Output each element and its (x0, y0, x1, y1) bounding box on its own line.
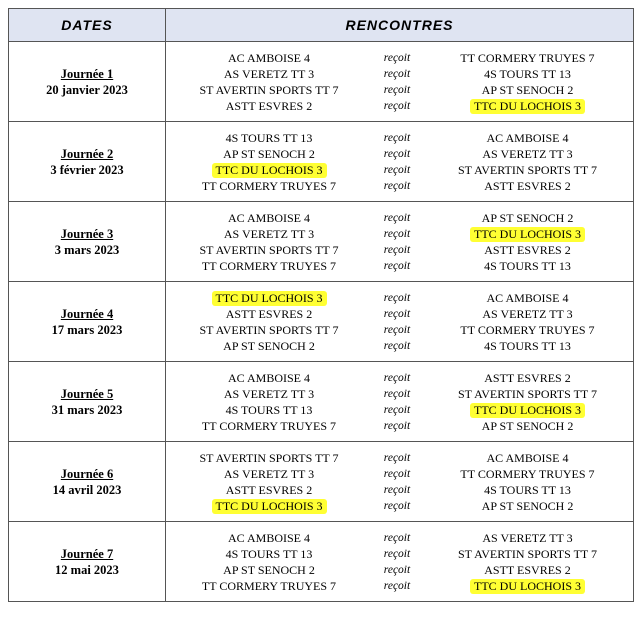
round-name: Journée 1 (60, 66, 114, 81)
away-team: AC AMBOISE 4 (486, 450, 569, 465)
match-verb-cell (372, 404, 422, 416)
away-team: TT CORMERY TRUYES 7 (460, 466, 595, 481)
match-row (166, 130, 633, 146)
round-name: Journée 4 (60, 306, 114, 321)
match-verb-cell (372, 532, 422, 544)
home-team: AP ST SENOCH 2 (223, 562, 315, 577)
match-verb-cell (372, 420, 422, 432)
match-verb: reçoit (383, 468, 411, 480)
home-team-cell (166, 467, 372, 482)
match-verb: reçoit (383, 132, 411, 144)
home-team-cell (166, 451, 372, 466)
away-team: ST AVERTIN SPORTS TT 7 (457, 386, 598, 401)
home-team: 4S TOURS TT 13 (225, 130, 313, 145)
away-team: 4S TOURS TT 13 (484, 258, 571, 273)
match-verb-cell (372, 100, 422, 112)
round-row (9, 42, 634, 122)
match-verb: reçoit (383, 388, 411, 400)
away-team: TTC DU LOCHOIS 3 (470, 227, 585, 242)
home-team-cell (166, 419, 372, 434)
away-team-cell (422, 227, 633, 242)
round-name: Journée 7 (60, 546, 114, 561)
header-row (9, 9, 634, 42)
away-team: ASTT ESVRES 2 (484, 178, 571, 193)
away-team: TT CORMERY TRUYES 7 (460, 322, 595, 337)
match-row (166, 482, 633, 498)
home-team: ASTT ESVRES 2 (225, 482, 313, 497)
match-verb-cell (372, 68, 422, 80)
home-team-cell (166, 291, 372, 306)
round-date: 3 février 2023 (50, 162, 124, 177)
home-team: TT CORMERY TRUYES 7 (201, 258, 337, 273)
away-team: AS VERETZ TT 3 (482, 306, 573, 321)
match-row (166, 66, 633, 82)
home-team: AS VERETZ TT 3 (223, 386, 315, 401)
match-verb-cell (372, 388, 422, 400)
round-matches-cell (166, 42, 634, 122)
match-row (166, 258, 633, 274)
away-team: AP ST SENOCH 2 (481, 418, 574, 433)
round-row (9, 122, 634, 202)
round-date-cell (9, 122, 166, 202)
match-verb: reçoit (383, 260, 411, 272)
home-team-cell (166, 179, 372, 194)
home-team: 4S TOURS TT 13 (225, 546, 313, 561)
home-team: TTC DU LOCHOIS 3 (212, 499, 327, 514)
match-verb-cell (372, 452, 422, 464)
away-team: AP ST SENOCH 2 (481, 82, 574, 97)
away-team-cell (422, 419, 633, 434)
schedule-table (8, 8, 634, 602)
away-team: TTC DU LOCHOIS 3 (470, 403, 585, 418)
away-team: AP ST SENOCH 2 (481, 210, 574, 225)
home-team-cell (166, 99, 372, 114)
match-row (166, 162, 633, 178)
home-team-cell (166, 387, 372, 402)
match-row (166, 210, 633, 226)
away-team: 4S TOURS TT 13 (484, 338, 571, 353)
home-team-cell (166, 403, 372, 418)
match-row (166, 546, 633, 562)
away-team-cell (422, 499, 633, 514)
round-date-cell (9, 442, 166, 522)
match-verb-cell (372, 500, 422, 512)
match-verb-cell (372, 164, 422, 176)
away-team-cell (422, 403, 633, 418)
away-team-cell (422, 339, 633, 354)
away-team: TTC DU LOCHOIS 3 (470, 99, 585, 114)
away-team: AS VERETZ TT 3 (482, 530, 573, 545)
match-verb: reçoit (383, 372, 411, 384)
home-team: ASTT ESVRES 2 (225, 306, 313, 321)
match-verb-cell (372, 244, 422, 256)
away-team: TTC DU LOCHOIS 3 (470, 579, 585, 594)
match-verb: reçoit (383, 404, 411, 416)
match-verb-cell (372, 484, 422, 496)
round-matches-cell (166, 202, 634, 282)
round-row (9, 362, 634, 442)
match-verb-cell (372, 228, 422, 240)
away-team-cell (422, 531, 633, 546)
away-team-cell (422, 51, 633, 66)
rounds-body (9, 42, 634, 602)
away-team-cell (422, 467, 633, 482)
home-team: ST AVERTIN SPORTS TT 7 (199, 82, 339, 97)
home-team: TT CORMERY TRUYES 7 (201, 578, 337, 593)
home-team: TT CORMERY TRUYES 7 (201, 178, 337, 193)
match-verb-cell (372, 340, 422, 352)
away-team-cell (422, 211, 633, 226)
away-team-cell (422, 147, 633, 162)
away-team-cell (422, 67, 633, 82)
match-row (166, 402, 633, 418)
match-verb: reçoit (383, 580, 411, 592)
match-verb-cell (372, 132, 422, 144)
round-row (9, 442, 634, 522)
home-team: AS VERETZ TT 3 (223, 466, 315, 481)
round-date-cell (9, 522, 166, 602)
home-team-cell (166, 483, 372, 498)
away-team: 4S TOURS TT 13 (484, 66, 571, 81)
match-verb: reçoit (383, 52, 411, 64)
match-verb-cell (372, 580, 422, 592)
home-team-cell (166, 227, 372, 242)
match-verb: reçoit (383, 212, 411, 224)
match-verb: reçoit (383, 100, 411, 112)
away-team-cell (422, 387, 633, 402)
home-team-cell (166, 83, 372, 98)
match-row (166, 386, 633, 402)
match-verb: reçoit (383, 244, 411, 256)
home-team-cell (166, 563, 372, 578)
away-team-cell (422, 307, 633, 322)
away-team: AP ST SENOCH 2 (481, 498, 574, 513)
home-team: ST AVERTIN SPORTS TT 7 (199, 450, 339, 465)
round-date-cell (9, 42, 166, 122)
home-team-cell (166, 307, 372, 322)
round-date: 17 mars 2023 (51, 322, 123, 337)
match-verb-cell (372, 372, 422, 384)
home-team-cell (166, 499, 372, 514)
home-team: AP ST SENOCH 2 (223, 146, 315, 161)
match-verb-cell (372, 52, 422, 64)
match-verb: reçoit (383, 148, 411, 160)
away-team-cell (422, 291, 633, 306)
match-verb: reçoit (383, 180, 411, 192)
home-team-cell (166, 547, 372, 562)
home-team: TTC DU LOCHOIS 3 (212, 163, 327, 178)
away-team: AS VERETZ TT 3 (482, 146, 573, 161)
away-team: ASTT ESVRES 2 (484, 562, 571, 577)
round-date: 31 mars 2023 (51, 402, 123, 417)
away-team: 4S TOURS TT 13 (484, 482, 571, 497)
round-date: 20 janvier 2023 (46, 82, 128, 97)
match-verb: reçoit (383, 324, 411, 336)
round-date-cell (9, 282, 166, 362)
round-date: 12 mai 2023 (55, 562, 119, 577)
match-row (166, 498, 633, 514)
home-team: AC AMBOISE 4 (227, 370, 310, 385)
home-team: TTC DU LOCHOIS 3 (212, 291, 327, 306)
away-team: TT CORMERY TRUYES 7 (460, 50, 595, 65)
round-date: 3 mars 2023 (54, 242, 120, 257)
round-matches-cell (166, 122, 634, 202)
home-team-cell (166, 243, 372, 258)
home-team-cell (166, 51, 372, 66)
match-verb: reçoit (383, 484, 411, 496)
match-verb-cell (372, 180, 422, 192)
home-team-cell (166, 147, 372, 162)
home-team: AP ST SENOCH 2 (223, 338, 315, 353)
away-team: ST AVERTIN SPORTS TT 7 (457, 162, 598, 177)
match-verb: reçoit (383, 84, 411, 96)
match-verb: reçoit (383, 228, 411, 240)
away-team-cell (422, 243, 633, 258)
home-team-cell (166, 131, 372, 146)
match-verb: reçoit (383, 340, 411, 352)
away-team-cell (422, 371, 633, 386)
match-verb-cell (372, 260, 422, 272)
match-verb: reçoit (383, 532, 411, 544)
home-team: ST AVERTIN SPORTS TT 7 (199, 322, 339, 337)
match-row (166, 146, 633, 162)
match-verb-cell (372, 308, 422, 320)
home-team: TT CORMERY TRUYES 7 (201, 418, 337, 433)
away-team-cell (422, 451, 633, 466)
match-verb: reçoit (383, 564, 411, 576)
home-team-cell (166, 531, 372, 546)
round-matches-cell (166, 282, 634, 362)
round-date-cell (9, 202, 166, 282)
match-row (166, 370, 633, 386)
match-row (166, 242, 633, 258)
home-team-cell (166, 211, 372, 226)
away-team-cell (422, 259, 633, 274)
match-row (166, 98, 633, 114)
away-team-cell (422, 99, 633, 114)
home-team: AS VERETZ TT 3 (223, 226, 315, 241)
home-team-cell (166, 259, 372, 274)
home-team: ASTT ESVRES 2 (225, 98, 313, 113)
header-rencontres: RENCONTRES (166, 9, 634, 42)
header-dates: DATES (9, 9, 166, 42)
match-row (166, 226, 633, 242)
away-team-cell (422, 83, 633, 98)
match-row (166, 322, 633, 338)
match-row (166, 562, 633, 578)
away-team: ASTT ESVRES 2 (484, 370, 571, 385)
match-row (166, 82, 633, 98)
match-verb: reçoit (383, 164, 411, 176)
away-team-cell (422, 547, 633, 562)
round-row (9, 202, 634, 282)
match-verb: reçoit (383, 68, 411, 80)
away-team-cell (422, 179, 633, 194)
home-team: AC AMBOISE 4 (227, 210, 310, 225)
home-team-cell (166, 67, 372, 82)
away-team: ST AVERTIN SPORTS TT 7 (457, 546, 598, 561)
home-team: AC AMBOISE 4 (227, 530, 310, 545)
match-verb-cell (372, 324, 422, 336)
match-verb: reçoit (383, 420, 411, 432)
round-row (9, 282, 634, 362)
match-verb: reçoit (383, 452, 411, 464)
match-verb-cell (372, 292, 422, 304)
round-name: Journée 5 (60, 386, 114, 401)
home-team-cell (166, 339, 372, 354)
round-date-cell (9, 362, 166, 442)
away-team-cell (422, 483, 633, 498)
match-verb-cell (372, 84, 422, 96)
match-verb-cell (372, 548, 422, 560)
round-matches-cell (166, 442, 634, 522)
round-row (9, 522, 634, 602)
match-row (166, 338, 633, 354)
match-row (166, 418, 633, 434)
home-team: AS VERETZ TT 3 (223, 66, 315, 81)
away-team-cell (422, 563, 633, 578)
away-team-cell (422, 323, 633, 338)
match-verb: reçoit (383, 292, 411, 304)
home-team: ST AVERTIN SPORTS TT 7 (199, 242, 339, 257)
home-team: AC AMBOISE 4 (227, 50, 310, 65)
round-name: Journée 2 (60, 146, 114, 161)
match-verb-cell (372, 468, 422, 480)
match-row (166, 290, 633, 306)
match-verb-cell (372, 148, 422, 160)
match-verb-cell (372, 212, 422, 224)
round-matches-cell (166, 522, 634, 602)
home-team-cell (166, 579, 372, 594)
match-verb-cell (372, 564, 422, 576)
away-team: AC AMBOISE 4 (486, 130, 569, 145)
match-row (166, 450, 633, 466)
home-team-cell (166, 371, 372, 386)
home-team-cell (166, 163, 372, 178)
away-team-cell (422, 131, 633, 146)
round-date: 14 avril 2023 (52, 482, 122, 497)
match-row (166, 50, 633, 66)
round-name: Journée 6 (60, 466, 114, 481)
home-team: 4S TOURS TT 13 (225, 402, 313, 417)
away-team: ASTT ESVRES 2 (484, 242, 571, 257)
match-row (166, 530, 633, 546)
match-verb: reçoit (383, 308, 411, 320)
match-row (166, 466, 633, 482)
away-team-cell (422, 579, 633, 594)
match-verb: reçoit (383, 500, 411, 512)
home-team-cell (166, 323, 372, 338)
away-team-cell (422, 163, 633, 178)
match-row (166, 178, 633, 194)
match-row (166, 578, 633, 594)
round-matches-cell (166, 362, 634, 442)
match-row (166, 306, 633, 322)
away-team: AC AMBOISE 4 (486, 290, 569, 305)
round-name: Journée 3 (60, 226, 114, 241)
match-verb: reçoit (383, 548, 411, 560)
